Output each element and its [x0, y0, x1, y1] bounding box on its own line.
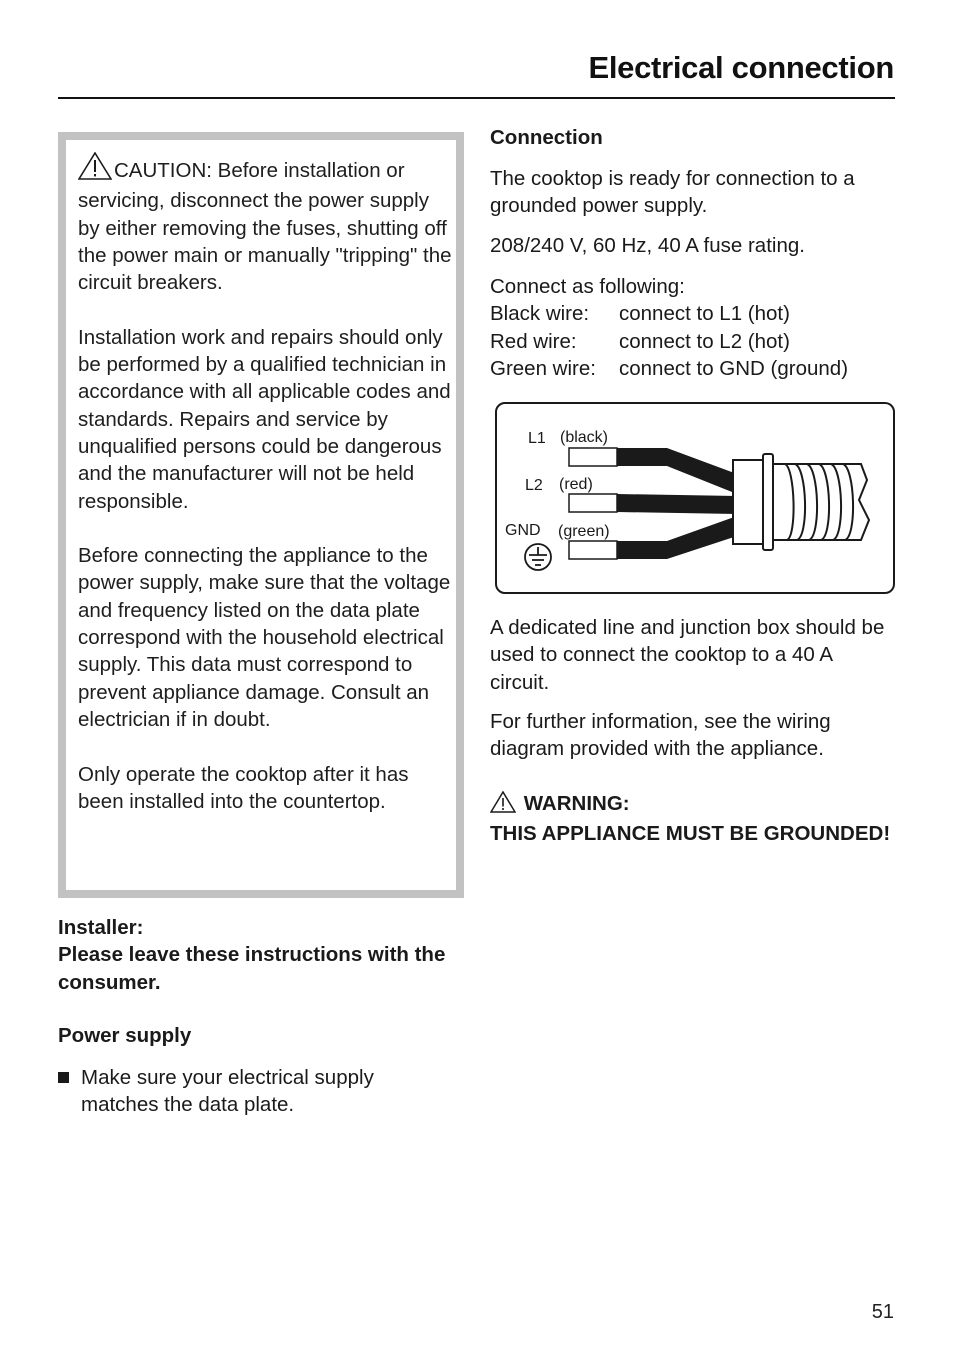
- terminal-color-l1: (black): [560, 429, 609, 446]
- terminal-tip-gnd: [569, 541, 617, 559]
- wiring-diagram: [495, 402, 895, 594]
- connection-intro: The cooktop is ready for connection to a grounded power supply.: [490, 167, 855, 218]
- flexible-conduit: [773, 464, 869, 540]
- wire-name: Green wire:: [490, 356, 596, 380]
- installer-instruction: Please leave these instructions with the consumer.: [58, 943, 446, 994]
- installation-paragraph: Installation work and repairs should only be performed by a qualified technician in accordance with all applicable codes and standards. Repairs and service by unqualified persons could be dangerous and the manufacturer will not be held responsible.: [78, 325, 451, 513]
- page-number: 51: [871, 1301, 894, 1323]
- connection-heading: Connection: [490, 126, 603, 149]
- wire-action: connect to GND (ground): [619, 356, 849, 380]
- connector-flange: [763, 454, 773, 550]
- wire-row-black: [490, 300, 848, 327]
- warning-text: THIS APPLIANCE MUST BE GROUNDED!: [490, 822, 891, 846]
- terminal-label-l1: L1: [528, 430, 546, 447]
- installer-note: [58, 914, 458, 996]
- wire-action: connect to L2 (hot): [619, 329, 790, 353]
- terminal-tip-l1: [569, 448, 617, 466]
- terminal-label-l2: L2: [525, 477, 543, 494]
- connect-instructions: [490, 273, 895, 382]
- warning-title: WARNING:: [523, 792, 630, 815]
- wire-name: Black wire:: [490, 302, 590, 326]
- warning-heading: [490, 790, 895, 820]
- wire-row-red: [490, 328, 848, 355]
- fuse-rating: 208/240 V, 60 Hz, 40 A fuse rating.: [490, 234, 805, 257]
- caution-paragraph: [78, 152, 453, 296]
- wire-name: Red wire:: [490, 329, 577, 353]
- terminal-tip-l2: [569, 494, 617, 512]
- bullet-square-icon: [58, 1072, 69, 1083]
- further-info-text: For further information, see the wiring diagram provided with the appliance.: [490, 710, 831, 761]
- terminal-label-gnd: GND: [505, 522, 541, 539]
- wire-red: [617, 494, 737, 514]
- installer-label: Installer:: [58, 916, 144, 939]
- warning-triangle-icon: [490, 791, 516, 820]
- operate-paragraph: Only operate the cooktop after it has been installed into the countertop.: [78, 762, 409, 813]
- wire-table: [490, 300, 848, 382]
- caution-box-content: [78, 152, 453, 815]
- header-rule: [58, 97, 895, 99]
- power-supply-heading: Power supply: [58, 1024, 192, 1047]
- terminal-color-l2: (red): [559, 476, 593, 493]
- warning-triangle-icon: [78, 152, 112, 187]
- ground-warning: [490, 790, 895, 848]
- terminal-color-gnd: (green): [558, 523, 610, 540]
- wire-action: connect to L1 (hot): [619, 302, 790, 326]
- page-title: Electrical connection: [588, 50, 894, 85]
- caution-text: CAUTION: Before installation or servicing, disconnect the power supply by either removing the fuses, shutting off the power main or manually "tripping" the circuit breakers.: [78, 159, 452, 295]
- bullet-text: Make sure your electrical supply matches the data plate.: [81, 1066, 374, 1117]
- caution-box: [58, 132, 464, 898]
- connect-label: Connect as following:: [490, 275, 685, 298]
- voltage-paragraph: Before connecting the appliance to the power supply, make sure that the voltage and frequency listed on the data plate correspond with the household electrical supply. This data must correspond to prevent appliance damage. Consult an electrician if in doubt.: [78, 544, 451, 731]
- wire-row-green: [490, 355, 848, 382]
- dedicated-line-text: A dedicated line and junction box should be used to connect the cooktop to a 40 A circuit.: [490, 616, 885, 694]
